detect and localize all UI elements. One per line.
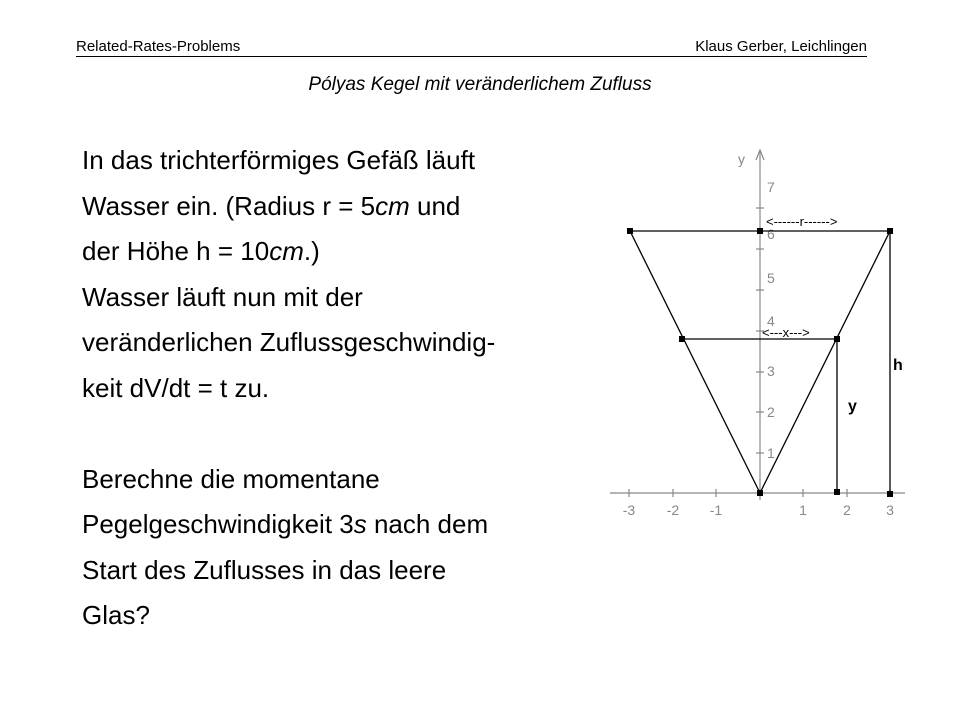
- x-tick-label: 3: [886, 502, 894, 518]
- point: [887, 228, 893, 234]
- y-tick-label: 7: [767, 179, 775, 195]
- y-tick-label: 6: [767, 226, 775, 242]
- point: [757, 228, 763, 234]
- x-tick-label: -2: [666, 502, 680, 518]
- r-label: <------r------>: [766, 214, 838, 229]
- text-line: veränderlichen Zuflussgeschwindig-: [82, 327, 496, 357]
- text-line: Glas?: [82, 600, 150, 630]
- x-tick-label: 2: [843, 502, 851, 518]
- y-tick-label: 1: [767, 445, 775, 461]
- cone-diagram: [600, 140, 920, 530]
- y-tick-label: 3: [767, 363, 775, 379]
- text-line: Wasser ein. (Radius r = 5cm und: [82, 190, 461, 221]
- x-tick-label: 1: [799, 502, 807, 518]
- header-right: Klaus Gerber, Leichlingen: [695, 38, 867, 55]
- text-line: keit dV/dt = t zu.: [82, 372, 270, 403]
- paragraph-gap: [82, 411, 602, 457]
- cone-left-edge: [630, 231, 760, 493]
- h-label: h: [893, 357, 903, 374]
- y-tick-label: 5: [767, 270, 775, 286]
- x-tick-label: -1: [709, 502, 723, 518]
- page-subtitle: Pólyas Kegel mit veränderlichem Zufluss: [308, 74, 652, 95]
- text-line: Pegelgeschwindigkeit 3s nach dem: [82, 509, 489, 539]
- axes: [610, 150, 905, 500]
- text-line: Start des Zuflusses in das leere: [82, 554, 447, 585]
- point: [887, 491, 893, 497]
- x-tick-label: -3: [622, 502, 636, 518]
- point: [834, 489, 840, 495]
- page-header: [76, 38, 867, 57]
- text-line: Berechne die momentane: [82, 463, 380, 494]
- point: [757, 490, 763, 496]
- y-tick-label: 2: [767, 404, 775, 420]
- point: [834, 336, 840, 342]
- x-label: <---x--->: [762, 325, 810, 340]
- y-tick-label: 4: [767, 313, 775, 329]
- problem-text: [82, 138, 602, 639]
- y-label: y: [848, 398, 857, 415]
- header-left: Related-Rates-Problems: [76, 38, 241, 55]
- point: [627, 228, 633, 234]
- text-line: Wasser läuft nun mit der: [82, 281, 363, 312]
- y-axis-label: y: [738, 151, 745, 167]
- cone-right-edge: [760, 231, 890, 493]
- text-line: der Höhe h = 10cm.): [82, 236, 320, 266]
- text-line: In das trichterförmiges Gefäß läuft: [82, 145, 476, 175]
- point: [679, 336, 685, 342]
